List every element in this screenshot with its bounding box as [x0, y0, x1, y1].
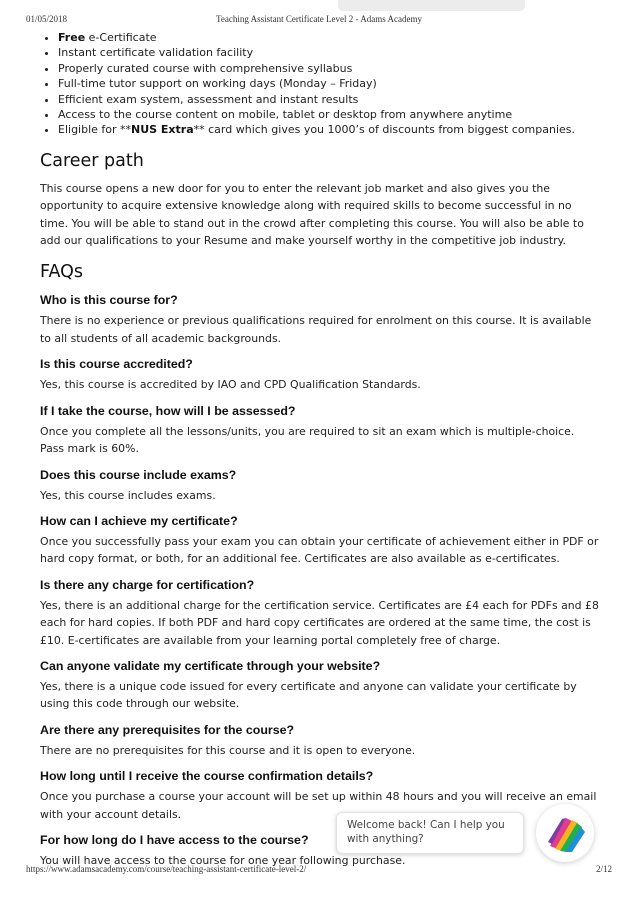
faq-answer: There are no prerequisites for this course and it is open to everyone.: [40, 743, 416, 757]
faq-answer: Yes, there is an additional charge for the certification service. Certificates are £4 each for PDFs and £8 each for hard copies. If both PDF and hard copy certificates are ordered at the same time, the cost is £10. E-certificates are available from your learning portal completely free of charge.: [40, 598, 599, 647]
feature-item: • Eligible for **NUS Extra** card which gives you 1000’s of discounts from biggest companies.: [58, 122, 600, 137]
faq-item: [40, 356, 600, 393]
faq-answer: There is no experience or previous qualifications required for enrolment on this course. It is available to all students of all academic backgrounds.: [40, 314, 592, 345]
faq-item: [40, 577, 600, 649]
faq-answer: Yes, this course is accredited by IAO and CPD Qualification Standards.: [40, 378, 421, 392]
faq-question: Does this course include exams?: [40, 467, 237, 482]
faq-item: [40, 467, 600, 504]
faq-answer: Once you successfully pass your exam you can obtain your certificate of achievement either in PDF or hard copy format, or both, for an additional fee. Certificates are also available as e-certificates.: [40, 534, 599, 566]
faq-list: [40, 292, 600, 869]
feature-item: • Efficient exam system, assessment and instant results: [58, 92, 600, 107]
feature-item: • Free e-Certificate: [58, 30, 600, 45]
chat-welcome-bubble[interactable]: [336, 812, 524, 854]
top-bar: [338, 0, 525, 11]
faq-question: How long until I receive the course confirmation details?: [40, 769, 374, 784]
main-content: [40, 30, 600, 869]
faq-item: [40, 403, 600, 458]
faq-item: [40, 292, 600, 347]
feature-list: [40, 30, 600, 138]
faq-answer: Once you purchase a course your account will be set up within 48 hours and you will receive an email with your account details.: [40, 790, 597, 821]
feature-item: • Properly curated course with comprehensive syllabus: [58, 61, 600, 76]
print-header: [26, 14, 612, 28]
chat-logo-icon: [536, 804, 594, 862]
feature-item: • Full-time tutor support on working days (Monday – Friday): [58, 76, 600, 91]
faq-question: For how long do I have access to the course?: [40, 832, 309, 847]
print-title: Teaching Assistant Certificate Level 2 - Adams Academy: [215, 14, 423, 24]
faq-answer: Once you complete all the lessons/units, you are required to sit an exam which is multiple-choice. Pass mark is 60%.: [40, 424, 575, 456]
faq-question: Is there any charge for certification?: [40, 577, 255, 592]
page-number: 2/12: [595, 864, 612, 874]
faq-answer: You will have access to the course for one year following purchase.: [40, 853, 406, 867]
faq-item: [40, 658, 600, 713]
print-date: 01/05/2018: [26, 14, 68, 24]
faq-item: [40, 722, 600, 759]
faq-question: If I take the course, how will I be assessed?: [40, 403, 296, 418]
faq-question: Who is this course for?: [40, 293, 178, 308]
feature-item: • Instant certificate validation facility: [58, 45, 600, 60]
faq-answer: Yes, this course includes exams.: [40, 488, 216, 502]
chat-launcher-button[interactable]: [536, 804, 594, 862]
feature-item: • Access to the course content on mobile, tablet or desktop from anywhere anytime: [58, 107, 600, 122]
faq-question: Can anyone validate my certificate through your website?: [40, 658, 381, 673]
faqs-heading: FAQs: [40, 262, 84, 283]
print-footer: [26, 864, 612, 878]
career-path-heading: Career path: [40, 150, 144, 171]
faq-answer: Yes, there is a unique code issued for every certificate and anyone can validate your certificate by using this code through our website.: [40, 679, 577, 711]
faq-question: Are there any prerequisites for the course?: [40, 722, 295, 737]
career-path-body: This course opens a new door for you to enter the relevant job market and also gives you the opportunity to acquire extensive knowledge along with required skills to become successful in no time. You will be able to stand out in the crowd after completing this course. You will also be able to add our qualifications to your Resume and make yourself worthy in the competitive job industry.: [40, 181, 584, 248]
faq-item: [40, 513, 600, 568]
faq-question: Is this course accredited?: [40, 357, 193, 372]
print-url: https://www.adamsacademy.com/course/teaching-assistant-certificate-level-2/: [26, 864, 307, 874]
faq-question: How can I achieve my certificate?: [40, 513, 238, 528]
chat-message: Welcome back! Can I help you with anything?: [347, 819, 505, 845]
